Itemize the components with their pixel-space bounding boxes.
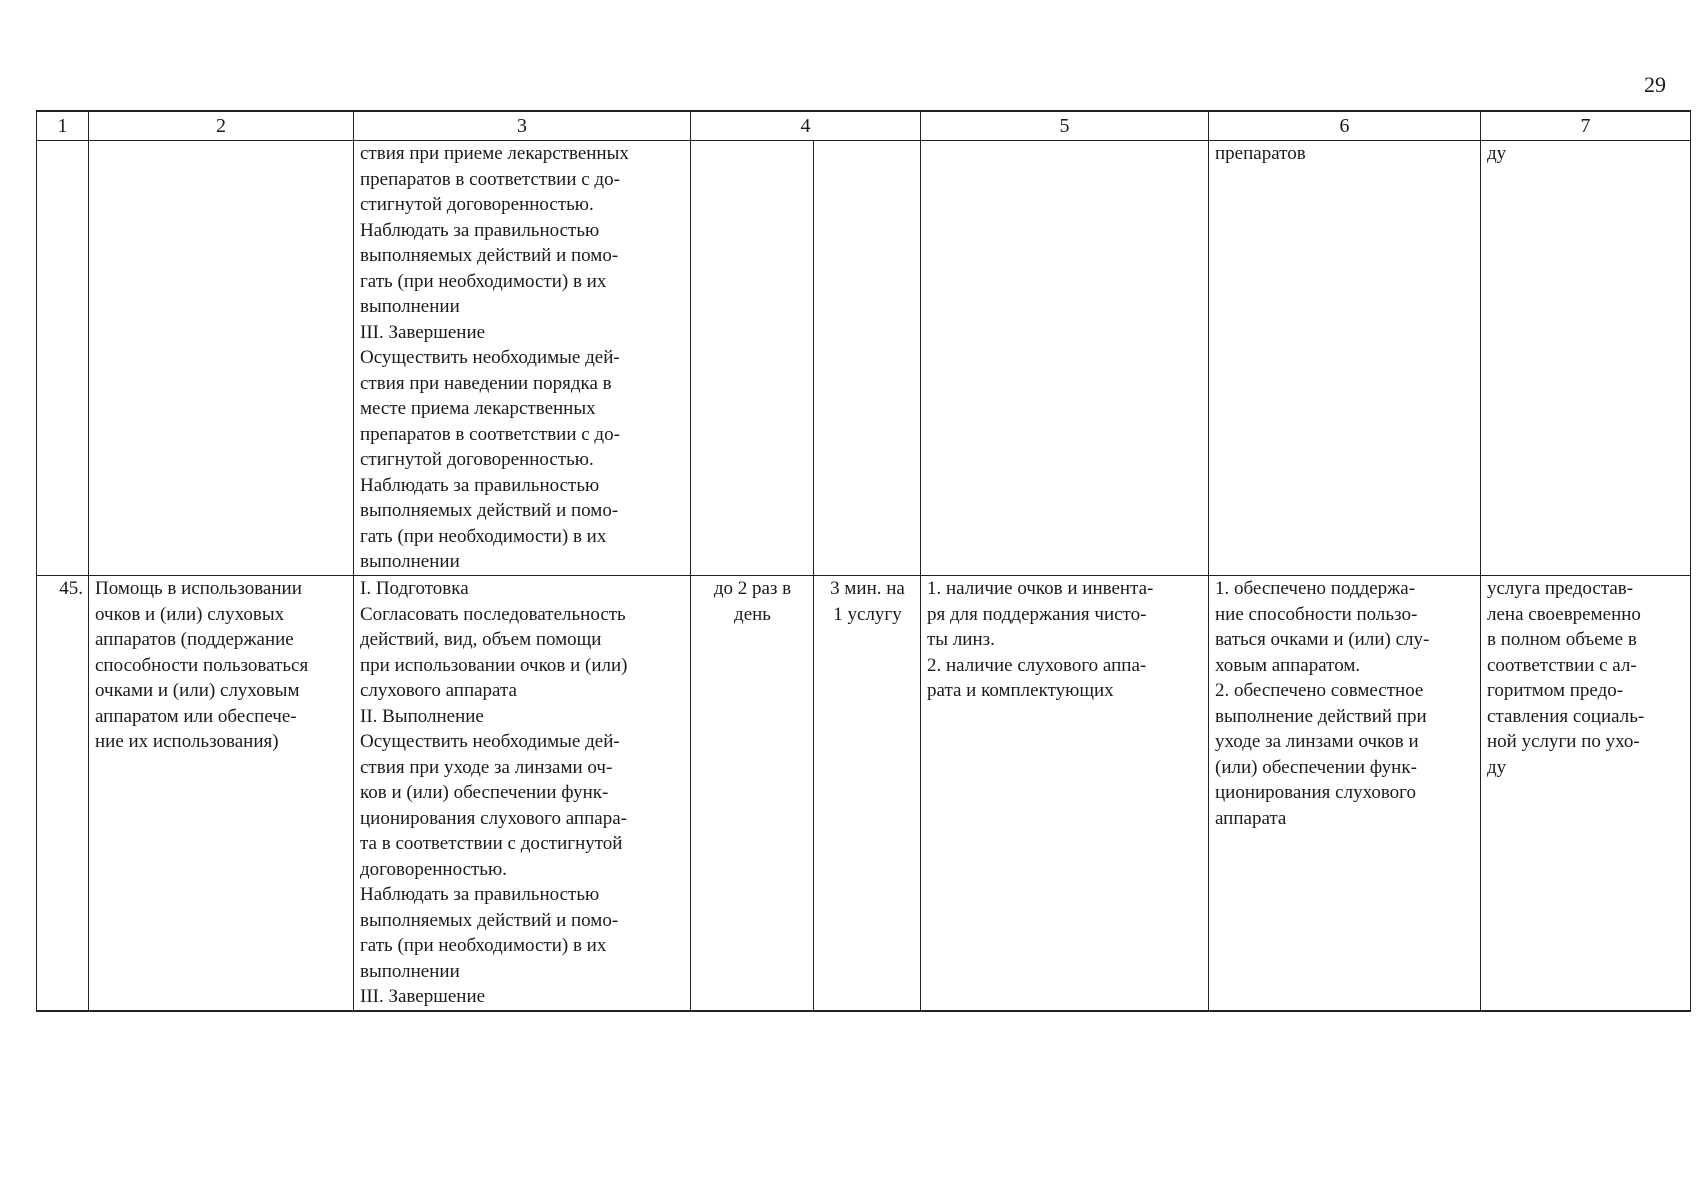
cell-service-name (89, 141, 354, 576)
services-table (36, 110, 1691, 1012)
header-col-1: 1 (37, 111, 89, 141)
cell-service-name: Помощь в использовании очков и (или) слуховых аппаратов (поддержание способности пользоваться очками и (или) слуховым аппаратом или обеспече- ние их использования) (89, 576, 354, 1011)
cell-duration (814, 141, 921, 576)
header-col-3: 3 (354, 111, 691, 141)
cell-number (37, 141, 89, 576)
cell-frequency: до 2 раз в день (691, 576, 814, 1011)
cell-frequency (691, 141, 814, 576)
column-numbers-row (37, 111, 1691, 141)
cell-results: 1. обеспечено поддержа- ние способности пользо- ваться очками и (или) слу- ховым аппаратом. 2. обеспечено совместное выполнение действий при уходе за линзами очков и (или) обеспечении функ- ционирования слухового аппарата (1209, 576, 1481, 1011)
cell-quality: услуга предостав- лена своевременно в полном объеме в соответствии с ал- горитмом предо- ставления социаль- ной услуги по ухо- ду (1481, 576, 1691, 1011)
table-row-45 (37, 576, 1691, 1011)
header-col-7: 7 (1481, 111, 1691, 141)
header-col-2: 2 (89, 111, 354, 141)
header-col-5: 5 (921, 111, 1209, 141)
cell-procedure: ствия при приеме лекарственных препаратов в соответствии с до- стигнутой договоренностью. Наблюдать за правильностью выполняемых действий и помо- гать (при необходимости) в их выполнении III. Завершение Осуществить необходимые дей- ствия при наведении порядка в месте приема лекарственных препаратов в соответствии с до- стигнутой договоренностью. Наблюдать за правильностью выполняемых действий и помо- гать (при необходимости) в их выполнении (354, 141, 691, 576)
cell-procedure: I. Подготовка Согласовать последовательность действий, вид, объем помощи при использовании очков и (или) слухового аппарата II. Выполнение Осуществить необходимые дей- ствия при уходе за линзами оч- ков и (или) обеспечении функ- ционирования слухового аппара- та в соответствии с достигнутой договоренностью. Наблюдать за правильностью выполняемых действий и помо- гать (при необходимости) в их выполнении III. Завершение (354, 576, 691, 1011)
header-col-4: 4 (691, 111, 921, 141)
cell-conditions: 1. наличие очков и инвента- ря для поддержания чисто- ты линз. 2. наличие слухового аппа- рата и комплектующих (921, 576, 1209, 1011)
header-col-6: 6 (1209, 111, 1481, 141)
cell-results: препаратов (1209, 141, 1481, 576)
cell-duration: 3 мин. на 1 услугу (814, 576, 921, 1011)
page-number: 29 (1644, 72, 1666, 97)
table-row-continuation (37, 141, 1691, 576)
cell-number: 45. (37, 576, 89, 1011)
cell-quality: ду (1481, 141, 1691, 576)
cell-conditions (921, 141, 1209, 576)
